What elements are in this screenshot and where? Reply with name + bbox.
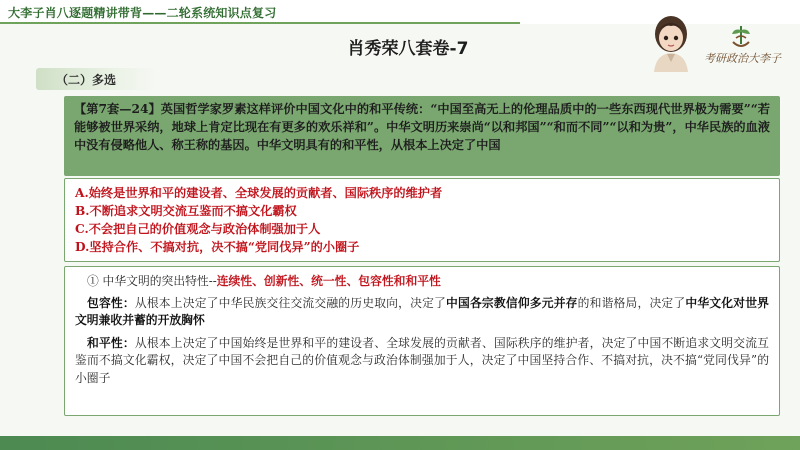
cartoon-avatar-icon <box>648 12 694 72</box>
analysis-heading-highlight: 连续性、创新性、统一性、包容性和和平性 <box>216 274 441 288</box>
header-divider <box>0 22 520 24</box>
analysis-heading-prefix: ① 中华文明的突出特性-- <box>87 274 217 288</box>
brand-logo-group <box>704 28 794 72</box>
peaceful-text: 从根本上决定了中国始终是世界和平的建设者、全球发展的贡献者、国际秩序的维护者，决定了中国不断追求文明交流互鉴而不搞文化霸权，决定了中国不会把自己的价值观念与政治体制强加于人，决定了中国坚持合作、不搞对抗，决不搞“党同伐异”的小圈子 <box>75 335 769 385</box>
option-d: D.坚持合作、不搞对抗，决不搞“党同伐异”的小圈子 <box>75 240 360 254</box>
options-box <box>64 178 780 262</box>
option-b: B.不断追求文明交流互鉴而不搞文化霸权 <box>75 204 297 218</box>
section-label <box>36 68 156 90</box>
option-a: A.始终是世界和平的建设者、全球发展的贡献者、国际秩序的维护者 <box>75 186 443 200</box>
section-label-text: （二）多选 <box>56 73 117 87</box>
inclusive-text-2: 的和谐格局，决定了 <box>577 295 686 310</box>
question-tag: 【第7套—24】 <box>74 102 161 116</box>
inclusive-paragraph <box>75 295 769 330</box>
analysis-heading <box>75 273 769 291</box>
course-title: 大李子肖八逐题精讲带背——二轮系统知识点复习 <box>8 6 277 20</box>
question-body: 英国哲学家罗素这样评价中国文化中的和平传统：“中国至高无上的伦理品质中的一些东西现代世界极为需要”“若能够被世界采纳，地球上肯定比现在有更多的欢乐祥和”。中华文明历来崇尚“以和邦国”“和而不同”“以和为贵”，中华民族的血液中没有侵略他人、称王称的基因。中华文明具有的和平性，从根本上决定了中国 <box>74 102 770 152</box>
slide-title: 肖秀荣八套卷-7 <box>347 39 469 59</box>
question-text <box>74 100 770 154</box>
brand-area <box>644 12 794 74</box>
peaceful-label: 和平性： <box>87 335 135 350</box>
question-box <box>64 96 780 176</box>
lotus-seal-icon <box>726 22 756 52</box>
analysis-box <box>64 266 780 416</box>
peaceful-paragraph <box>75 335 769 388</box>
bottom-band <box>0 436 800 450</box>
brand-text: 考研政治大李子 <box>704 52 781 65</box>
inclusive-text-1: 从根本上决定了中华民族交往交流交融的历史取向，决定了 <box>134 295 447 310</box>
inclusive-label: 包容性： <box>87 295 135 310</box>
inclusive-bold-1: 中国各宗教信仰多元并存 <box>446 295 578 310</box>
inclusive-bold-2: 中华文化对世界文明兼收并蓄的开放胸怀 <box>75 295 769 327</box>
option-c: C.不会把自己的价值观念与政治体制强加于人 <box>75 222 321 236</box>
